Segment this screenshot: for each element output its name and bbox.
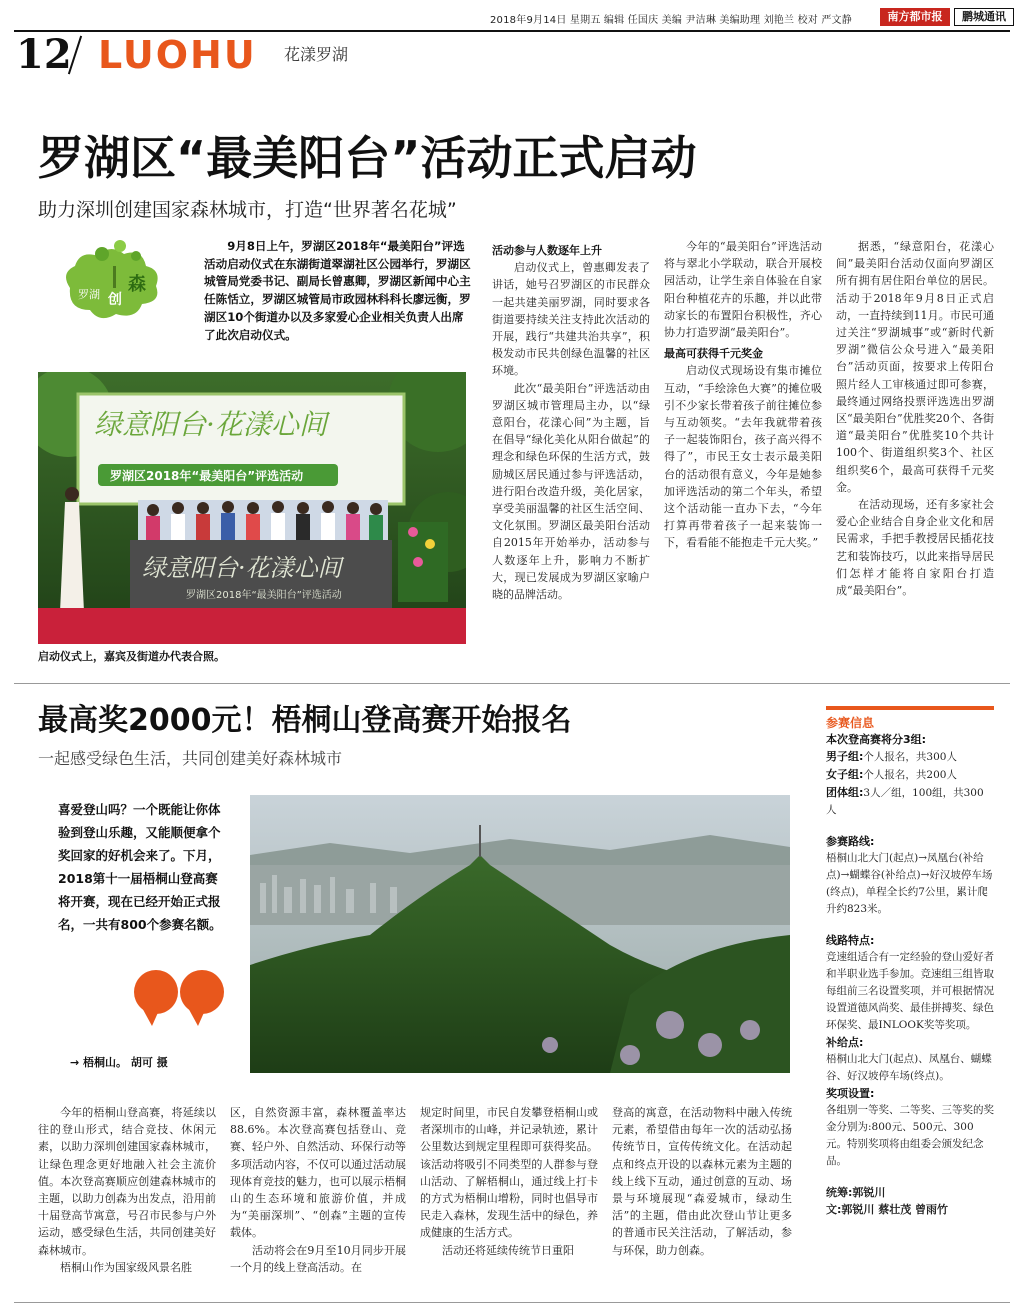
section-name: LUOHU bbox=[98, 33, 257, 77]
coordinator-credit: 统筹:郭锐川 bbox=[826, 1186, 886, 1199]
article2-col3-paragraph: 活动还将延续传统节日重阳 bbox=[442, 1243, 574, 1257]
article1-col3-paragraph: 据悉，“绿意阳台，花漾心间”最美阳台活动仅面向罗湖区所有拥有居住阳台单位的居民。活动于2018年9月8日正式启动，一直持续到11月。市民可通过关注“罗湖城事”或“新时代新罗湖”微信公众号进入“最美阳台”活动页面，按要求上传阳台照片经人工审核通过即可参赛，最终通过网络投票评选选出罗湖区“最美阳台”优胜奖20个、各街道“最美阳台”优胜奖10个共计100个、街道组织奖3个、社区组织奖6个，最高可获得千元奖金。 bbox=[836, 240, 994, 494]
article1-col1-subheading: 活动参与人数逐年上升 bbox=[492, 244, 602, 257]
article1-col2-paragraph: 今年的“最美阳台”评选活动将与翠北小学联动，联合开展校园活动，让学生亲自体验在自家阳台种植花卉的乐趣，并以此带动家长的布置阳台积极性，齐心协力打造罗湖“最美阳台”。 bbox=[664, 240, 822, 340]
photo-banner-sub-text: 罗湖区2018年“最美阳台”评选活动 bbox=[110, 469, 304, 483]
photo-board-text: 绿意阳台·花漾心间 bbox=[142, 554, 342, 582]
masthead-logo: 南方都市报 bbox=[880, 8, 950, 26]
article1-title: 罗湖区“最美阳台”活动正式启动 bbox=[38, 131, 697, 185]
article2-column-2 bbox=[230, 1104, 406, 1276]
article2-column-3 bbox=[420, 1104, 598, 1259]
photo-banner-top-text: 绿意阳台·花漾心间 bbox=[94, 408, 327, 441]
article1-photo-caption: 启动仪式上，嘉宾及街道办代表合照。 bbox=[38, 650, 225, 663]
logo-text-sen: 森 bbox=[128, 274, 146, 295]
article1-col2-paragraph: 启动仪式现场设有集市摊位互动，“手绘涂色大赛”的摊位吸引不少家长带着孩子前往摊位参与互动领奖。“去年我就带着孩子一起装饰阳台，孩子高兴得不得了”，市民王女士表示最美阳台的活动很有意义，今年是她参加评选活动的第二个年头，希望这个活动能一直办下去，“今年打算再带着孩子一起来装饰一下，看看能不能抱走千元大奖。” bbox=[664, 364, 822, 550]
bottom-rule bbox=[14, 1302, 1010, 1303]
article2-column-1 bbox=[38, 1104, 216, 1276]
sidebar-supply-label: 补给点: bbox=[826, 1036, 864, 1049]
photo-board-sub-text: 罗湖区2018年“最美阳台”评选活动 bbox=[186, 590, 342, 601]
article1-subtitle: 助力深圳创建国家森林城市，打造“世界著名花城” bbox=[38, 199, 457, 221]
article2-subtitle: 一起感受绿色生活，共同创建美好森林城市 bbox=[38, 749, 343, 768]
sidebar-prize-label: 奖项设置: bbox=[826, 1087, 875, 1100]
article1-col2-subheading: 最高可获得千元奖金 bbox=[664, 347, 763, 361]
section-subtitle: 花漾罗湖 bbox=[284, 45, 349, 64]
article1-lead: 9月8日上午，罗湖区2018年“最美阳台”评选活动启动仪式在东湖街道翠湖社区公园举行，罗湖区城管局党委书记、副局长曾惠卿，罗湖区新闻中心主任陈恬立，罗湖区城管局市政园林科科长廖远衡，罗湖区10个街道办以及多家爱心企业相关负责人出席了此次启动仪式。 bbox=[204, 239, 471, 342]
article2-intro: 喜爱登山吗？一个既能让你体验到登山乐趣，又能顺便拿个奖回家的好机会来了。下月，2018第十一届梧桐山登高赛将开赛，现在已经开始正式报名，一共有800个参赛名额。 bbox=[58, 802, 222, 932]
luohu-forest-logo bbox=[50, 238, 190, 328]
sidebar-team-label: 团体组: bbox=[826, 786, 864, 799]
logo-text-chuang: 创 bbox=[108, 292, 122, 308]
wutong-mountain-photo bbox=[250, 795, 790, 1073]
article1-column-3 bbox=[836, 238, 994, 599]
race-info-sidebar bbox=[826, 706, 994, 1218]
article2-col3-paragraph: 规定时间里，市民自发攀登梧桐山或者深圳市的山峰，并记录轨迹，累计公里数达到规定里程即可获得奖品。该活动将吸引不同类型的人群参与登山活动、了解梧桐山，通过线上打卡的方式为梧桐山增粉，同时也倡导市民走入森林，发现生活中的绿色，养成健康的生活方式。 bbox=[420, 1106, 598, 1240]
article2-col2-paragraph: 区，自然资源丰富，森林覆盖率达88.6%。本次登高赛包括登山、竞赛、轻户外、自然活动、环保行动等多项活动内容，不仅可以通过活动展现体育竞技的魅力，也可以展示梧桐山的生态环境和旅游价值，并成为“美丽深圳”、“创森”主题的宣传载体。 bbox=[230, 1106, 406, 1240]
writer-credit: 文:郭锐川 蔡壮茂 曾雨竹 bbox=[826, 1203, 949, 1216]
sidebar-female-text: 个人报名，共200人 bbox=[863, 769, 957, 781]
article1-column-1 bbox=[492, 238, 650, 603]
article2-column-4 bbox=[612, 1104, 792, 1259]
page-number: 12 bbox=[16, 31, 72, 78]
sidebar-prize-text: 各组别一等奖、二等奖、三等奖的奖金分别为:800元、500元、300元。特别奖项将由组委会颁发纪念品。 bbox=[826, 1104, 994, 1167]
sidebar-route-label: 参赛路线: bbox=[826, 835, 875, 848]
article2-col4-paragraph: 登高的寓意，在活动物料中融入传统元素，希望借由每年一次的活动弘扬传统节日，宣传传统文化。在活动起点和终点开设的以森林元素为主题的线上线下互动，通过创意的互动、场景与环境展现“森爱城市，绿动生活”的主题，借由此次登山节让更多的普通市民关注活动，了解活动，参与环保，助力创森。 bbox=[612, 1106, 792, 1257]
article2-photo-caption: → 梧桐山。 胡可 摄 bbox=[70, 1056, 168, 1069]
article2-col1-paragraph: 今年的梧桐山登高赛，将延续以往的登山形式，结合竞技、休闲元素，以助力深圳创建国家森林城市，让绿色理念更好地融入社会主流价值。本次登高赛顺应创建森林城市的主题，以助力创森为出发点，沿用前十届登高节寓意，号召市民参与户外运动，感受绿色生活，共同创建美好森林城市。 bbox=[38, 1106, 216, 1257]
sidebar-feature-label: 线路特点: bbox=[826, 934, 875, 947]
article1-col1-paragraph: 此次“最美阳台”评选活动由罗湖区城市管理局主办，以“绿意阳台，花漾心间”为主题，旨在倡导“绿化美化从阳台做起”的理念和绿色环保的生活方式，鼓励城区居民通过参与评选活动，进行阳台改造升级，美化居家，享受美丽温馨的社区生活空间、文化氛围。罗湖区最美阳台活动自2015年开始举办，活动参与人数逐年上升，影响力不断扩大，现已发展成为罗湖区家喻户晓的品牌活动。 bbox=[492, 381, 650, 602]
masthead-secondary-logo: 鹏城通讯 bbox=[954, 8, 1014, 26]
article1-col3-paragraph: 在活动现场，还有多家社会爱心企业结合自身企业文化和居民需求，手把手教授居民插花技艺和装饰技巧，以此来指导居民们怎样才能将自家阳台打造成“最美阳台”。 bbox=[836, 498, 994, 598]
sidebar-female-label: 女子组: bbox=[826, 768, 864, 781]
logo-text-luohu: 罗湖 bbox=[78, 288, 100, 301]
article2-col2-paragraph: 活动将会在9月至10月同步开展一个月的线上登高活动。在 bbox=[230, 1243, 406, 1274]
article2-title: 最高奖2000元！梧桐山登高赛开始报名 bbox=[38, 703, 572, 738]
article1-column-2 bbox=[664, 238, 822, 552]
sidebar-route-text: 梧桐山北大门(起点)→凤凰台(补给点)→蝴蝶谷(补给点)→好汉坡停车场(终点)，单程全长约7公里，累计爬升约823米。 bbox=[826, 852, 993, 915]
quote-mark-icon bbox=[130, 968, 230, 1028]
sidebar-male-label: 男子组: bbox=[826, 750, 864, 763]
launch-ceremony-photo bbox=[38, 372, 466, 644]
article-separator bbox=[14, 683, 1010, 684]
sidebar-supply-text: 梧桐山北大门(起点)、凤凰台、蝴蝶谷、好汉坡停车场(终点)。 bbox=[826, 1053, 992, 1082]
sidebar-feature-text: 竞速组适合有一定经验的登山爱好者和半职业选手参加。竞速组三组皆取每组前三名设置奖项，并可根据情况设置道德风尚奖、最佳拼搏奖、绿色环保奖、最INLOOK奖等奖项。 bbox=[826, 951, 994, 1031]
article2-col1-paragraph: 梧桐山作为国家级风景名胜 bbox=[60, 1260, 192, 1274]
sidebar-groups-label: 本次登高赛将分3组: bbox=[826, 733, 927, 746]
article1-col1-paragraph: 启动仪式上，曾惠卿发表了讲话，她号召罗湖区的市民群众一起共建美丽罗湖，同时要求各街道要持续关注支持此次活动的开展，践行“共建共治共享”，积极发动市民共创绿色温馨的社区环境。 bbox=[492, 261, 650, 378]
header-meta: 2018年9月14日 星期五 编辑 任国庆 美编 尹洁琳 美编助理 刘艳兰 校对 严文静 bbox=[490, 15, 852, 26]
sidebar-title: 参赛信息 bbox=[826, 706, 994, 731]
sidebar-male-text: 个人报名，共300人 bbox=[863, 751, 957, 763]
sidebar-team-text: 3人／组，100组，共300人 bbox=[826, 787, 984, 816]
